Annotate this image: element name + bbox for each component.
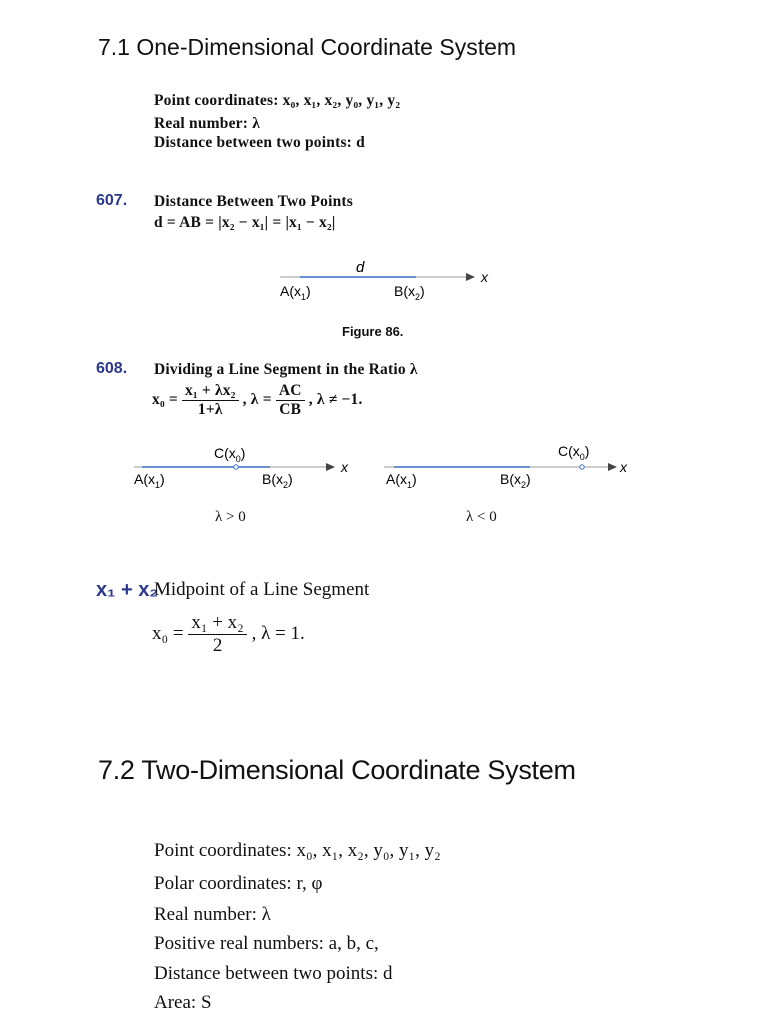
notation-item: Real number: λ <box>154 904 271 925</box>
notation-item: Area: S <box>154 992 212 1013</box>
formula-607: d = AB = |x₂ − x₁| = |x₁ − x₂| <box>154 214 336 231</box>
figure-86-number-line <box>270 252 510 312</box>
figure-ratio-negative <box>380 442 640 498</box>
formula-title-608: Dividing a Line Segment in the Ratio λ <box>154 361 418 378</box>
label-a: $A(x_1)$ <box>386 471 417 490</box>
caption-lambda-positive: λ > 0 <box>215 509 246 525</box>
label-a: $A(x_1)$ <box>280 283 311 302</box>
fraction-ac-cb: $\frac{AC}{CB}$ <box>276 382 305 419</box>
formula-number-609: x₁ + x₂ <box>96 579 159 601</box>
axis-arrow <box>608 463 617 471</box>
axis-arrow <box>326 463 335 471</box>
fraction-midpoint: $\frac{\text{x₁ + x₂}}{2}$ <box>188 612 246 657</box>
label-b: $B(x_2)$ <box>262 471 293 490</box>
caption-lambda-negative: λ < 0 <box>466 509 497 525</box>
notation-real-number: Real number: λ <box>154 115 261 132</box>
label-a: $A(x_1)$ <box>134 471 165 490</box>
formula-number-608: 608. <box>96 360 128 377</box>
formula-number-607: 607. <box>96 192 128 209</box>
notation-point-coordinates: Point coordinates: x₀, x₁, x₂, y₀, y₁, y₂ <box>154 92 401 109</box>
label-axis-x: x <box>341 459 348 475</box>
label-axis-x: x <box>620 459 627 475</box>
notation-item: Positive real numbers: a, b, c, <box>154 933 379 954</box>
formula-title-607: Distance Between Two Points <box>154 193 353 210</box>
fraction-ratio-point: $\frac{\text{x₁ + λx₂}}{1+\lambda}$ <box>182 382 239 419</box>
notation-distance: Distance between two points: d <box>154 134 365 151</box>
label-b: $B(x_2)$ <box>394 283 425 302</box>
notation-item: Distance between two points: d <box>154 963 393 984</box>
label-b: $B(x_2)$ <box>500 471 531 490</box>
point-c <box>580 465 584 469</box>
section-title-7-1: 7.1 One-Dimensional Coordinate System <box>98 34 517 60</box>
section-title-7-2: 7.2 Two-Dimensional Coordinate System <box>98 755 576 785</box>
formula-608: x₀ = $\frac{\text{x₁ + λx₂}}{1+\lambda}$ , λ = $\frac{AC}{CB}$ , λ ≠ −1. <box>152 382 363 418</box>
label-d: d <box>356 259 365 276</box>
label-c: $C(x_0)$ <box>558 443 590 462</box>
notation-item: Point coordinates: x₀, x₁, x₂, y₀, y₁, y₂ <box>154 840 441 861</box>
figure-caption-86: Figure 86. <box>342 324 404 339</box>
label-axis-x: x <box>481 269 488 285</box>
figure-ratio-positive <box>130 442 370 498</box>
formula-title-609: Midpoint of a Line Segment <box>154 579 370 600</box>
point-c <box>234 465 238 469</box>
notation-item: Polar coordinates: r, φ <box>154 873 323 894</box>
axis-arrow <box>466 273 475 281</box>
label-c: $C(x_0)$ <box>214 445 246 464</box>
formula-609: x₀ = $\frac{\text{x₁ + x₂}}{2}$ , λ = 1. <box>152 612 305 656</box>
